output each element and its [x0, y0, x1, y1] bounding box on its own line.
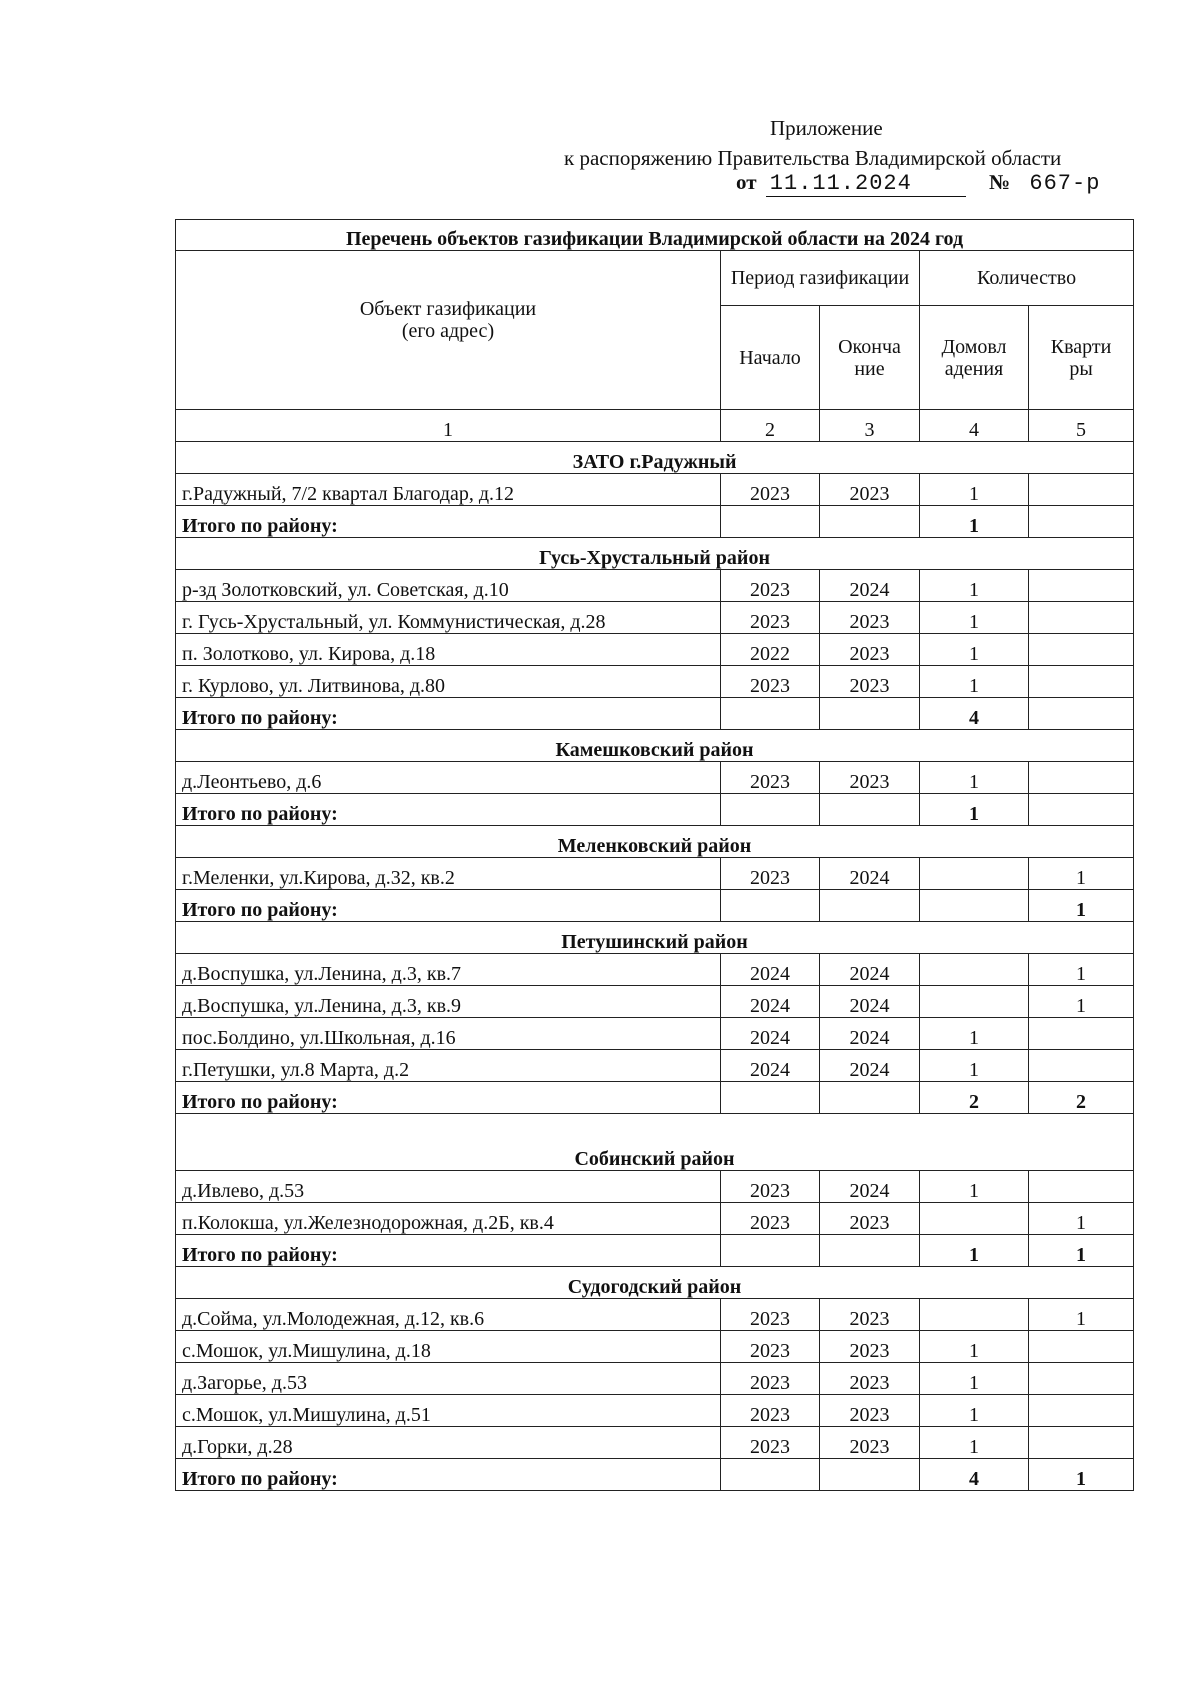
date-prefix: от	[736, 170, 757, 194]
total-end	[820, 698, 920, 730]
total-end	[820, 1082, 920, 1114]
end-year: 2023	[820, 1203, 920, 1235]
end-year: 2024	[820, 1171, 920, 1203]
start-year: 2023	[721, 602, 820, 634]
apartments-count	[1029, 602, 1134, 634]
total-start	[721, 890, 820, 922]
total-households	[920, 890, 1029, 922]
district-total-row	[176, 506, 1134, 538]
object-address: д.Горки, д.28	[176, 1427, 721, 1459]
apartments-count	[1029, 474, 1134, 506]
col-quantity-header: Количество	[920, 251, 1134, 306]
households-count	[920, 1299, 1029, 1331]
col-households-header: Домовл адения	[920, 306, 1029, 410]
table-title-row	[176, 220, 1134, 251]
column-number: 2	[721, 410, 820, 442]
object-address: д.Ивлево, д.53	[176, 1171, 721, 1203]
total-label: Итого по району:	[176, 890, 721, 922]
col-object-label: Объект газификации (его адрес)	[359, 298, 537, 342]
appendix-subtitle: к распоряжению Правительства Владимирской области	[564, 146, 1062, 170]
column-number: 4	[920, 410, 1029, 442]
table-row	[176, 1018, 1134, 1050]
total-households: 2	[920, 1082, 1029, 1114]
start-year: 2023	[721, 474, 820, 506]
start-year: 2023	[721, 1331, 820, 1363]
table-row	[176, 1203, 1134, 1235]
object-address: г. Гусь-Хрустальный, ул. Коммунистическая, д.28	[176, 602, 721, 634]
district-header-row	[176, 442, 1134, 474]
households-count: 1	[920, 1331, 1029, 1363]
object-address: г.Петушки, ул.8 Марта, д.2	[176, 1050, 721, 1082]
district-total-row	[176, 890, 1134, 922]
total-apartments: 1	[1029, 890, 1134, 922]
end-year: 2024	[820, 570, 920, 602]
total-label: Итого по району:	[176, 1082, 721, 1114]
households-count: 1	[920, 570, 1029, 602]
start-year: 2023	[721, 1171, 820, 1203]
households-count: 1	[920, 1363, 1029, 1395]
total-start	[721, 506, 820, 538]
households-count: 1	[920, 1427, 1029, 1459]
district-name: ЗАТО г.Радужный	[176, 442, 1134, 474]
district-header-row	[176, 1114, 1134, 1171]
district-name: Собинский район	[176, 1114, 1134, 1171]
table-row	[176, 986, 1134, 1018]
total-households: 4	[920, 698, 1029, 730]
start-year: 2023	[721, 858, 820, 890]
end-year: 2023	[820, 666, 920, 698]
table-title: Перечень объектов газификации Владимирской области на 2024 год	[176, 220, 1134, 251]
col-apartments-header: Кварти ры	[1029, 306, 1134, 410]
table-row	[176, 1171, 1134, 1203]
apartments-count	[1029, 634, 1134, 666]
total-start	[721, 1459, 820, 1491]
start-year: 2024	[721, 1050, 820, 1082]
table-row	[176, 1363, 1134, 1395]
start-year: 2023	[721, 762, 820, 794]
start-year: 2024	[721, 1018, 820, 1050]
district-header-row	[176, 1267, 1134, 1299]
start-year: 2023	[721, 570, 820, 602]
total-households: 1	[920, 1235, 1029, 1267]
col-object-header	[176, 251, 721, 410]
object-address: п.Колокша, ул.Железнодорожная, д.2Б, кв.4	[176, 1203, 721, 1235]
header-row-1	[176, 251, 1134, 306]
start-year: 2023	[721, 666, 820, 698]
object-address: д.Загорье, д.53	[176, 1363, 721, 1395]
table-row	[176, 602, 1134, 634]
start-year: 2022	[721, 634, 820, 666]
col-period-header: Период газификации	[721, 251, 920, 306]
object-address: с.Мошок, ул.Мишулина, д.18	[176, 1331, 721, 1363]
apartments-count	[1029, 1171, 1134, 1203]
households-count: 1	[920, 602, 1029, 634]
end-year: 2023	[820, 1395, 920, 1427]
apartments-count: 1	[1029, 954, 1134, 986]
district-total-row	[176, 1459, 1134, 1491]
total-start	[721, 1082, 820, 1114]
end-year: 2024	[820, 954, 920, 986]
total-apartments	[1029, 506, 1134, 538]
table-row	[176, 1050, 1134, 1082]
district-name: Камешковский район	[176, 730, 1134, 762]
start-year: 2023	[721, 1363, 820, 1395]
total-start	[721, 1235, 820, 1267]
object-address: д.Леонтьево, д.6	[176, 762, 721, 794]
apartments-count	[1029, 1018, 1134, 1050]
total-label: Итого по району:	[176, 794, 721, 826]
end-year: 2024	[820, 858, 920, 890]
district-header-row	[176, 730, 1134, 762]
object-address: п. Золотково, ул. Кирова, д.18	[176, 634, 721, 666]
total-end	[820, 794, 920, 826]
apartments-count	[1029, 1331, 1134, 1363]
total-apartments: 1	[1029, 1459, 1134, 1491]
district-header-row	[176, 538, 1134, 570]
object-address: пос.Болдино, ул.Школьная, д.16	[176, 1018, 721, 1050]
start-year: 2023	[721, 1203, 820, 1235]
table-row	[176, 858, 1134, 890]
start-year: 2023	[721, 1395, 820, 1427]
table-row	[176, 666, 1134, 698]
end-year: 2024	[820, 1050, 920, 1082]
end-year: 2023	[820, 762, 920, 794]
district-name: Меленковский район	[176, 826, 1134, 858]
table-row	[176, 1395, 1134, 1427]
households-count: 1	[920, 1050, 1029, 1082]
households-count: 1	[920, 634, 1029, 666]
col-start-header: Начало	[721, 306, 820, 410]
households-count: 1	[920, 474, 1029, 506]
district-total-row	[176, 1082, 1134, 1114]
object-address: р-зд Золотковский, ул. Советская, д.10	[176, 570, 721, 602]
column-number: 1	[176, 410, 721, 442]
district-name: Гусь-Хрустальный район	[176, 538, 1134, 570]
total-end	[820, 1459, 920, 1491]
households-count	[920, 858, 1029, 890]
total-apartments: 2	[1029, 1082, 1134, 1114]
object-address: г.Радужный, 7/2 квартал Благодар, д.12	[176, 474, 721, 506]
apartments-count	[1029, 762, 1134, 794]
apartments-count	[1029, 1050, 1134, 1082]
appendix-title: Приложение	[770, 116, 883, 140]
total-end	[820, 890, 920, 922]
document-date: 11.11.2024	[766, 171, 966, 197]
end-year: 2023	[820, 1299, 920, 1331]
total-households: 1	[920, 794, 1029, 826]
end-year: 2023	[820, 1427, 920, 1459]
total-label: Итого по району:	[176, 698, 721, 730]
households-count	[920, 986, 1029, 1018]
total-households: 1	[920, 506, 1029, 538]
apartments-count: 1	[1029, 858, 1134, 890]
column-number: 3	[820, 410, 920, 442]
district-header-row	[176, 922, 1134, 954]
apartments-count	[1029, 1395, 1134, 1427]
total-apartments	[1029, 794, 1134, 826]
apartments-count: 1	[1029, 986, 1134, 1018]
end-year: 2023	[820, 474, 920, 506]
households-count: 1	[920, 1395, 1029, 1427]
total-label: Итого по району:	[176, 506, 721, 538]
district-total-row	[176, 698, 1134, 730]
households-count: 1	[920, 1171, 1029, 1203]
object-address: д.Сойма, ул.Молодежная, д.12, кв.6	[176, 1299, 721, 1331]
start-year: 2024	[721, 986, 820, 1018]
apartments-count: 1	[1029, 1299, 1134, 1331]
table-row	[176, 1331, 1134, 1363]
total-apartments: 1	[1029, 1235, 1134, 1267]
district-header-row	[176, 826, 1134, 858]
appendix-date-row	[736, 170, 1100, 197]
table-row	[176, 570, 1134, 602]
start-year: 2024	[721, 954, 820, 986]
total-households: 4	[920, 1459, 1029, 1491]
total-end	[820, 506, 920, 538]
object-address: с.Мошок, ул.Мишулина, д.51	[176, 1395, 721, 1427]
document-number: 667-р	[1029, 171, 1101, 196]
apartments-count: 1	[1029, 1203, 1134, 1235]
table-row	[176, 762, 1134, 794]
end-year: 2023	[820, 602, 920, 634]
total-start	[721, 794, 820, 826]
district-name: Петушинский район	[176, 922, 1134, 954]
column-numbers-row	[176, 410, 1134, 442]
number-sign: №	[989, 170, 1011, 194]
total-end	[820, 1235, 920, 1267]
object-address: д.Воспушка, ул.Ленина, д.3, кв.7	[176, 954, 721, 986]
apartments-count	[1029, 570, 1134, 602]
total-start	[721, 698, 820, 730]
apartments-count	[1029, 1427, 1134, 1459]
district-total-row	[176, 794, 1134, 826]
end-year: 2024	[820, 986, 920, 1018]
apartments-count	[1029, 1363, 1134, 1395]
district-name: Судогодский район	[176, 1267, 1134, 1299]
end-year: 2023	[820, 1331, 920, 1363]
end-year: 2023	[820, 1363, 920, 1395]
col-end-header: Оконча ние	[820, 306, 920, 410]
households-count: 1	[920, 1018, 1029, 1050]
table-row	[176, 1299, 1134, 1331]
households-count	[920, 1203, 1029, 1235]
start-year: 2023	[721, 1299, 820, 1331]
households-count: 1	[920, 762, 1029, 794]
start-year: 2023	[721, 1427, 820, 1459]
object-address: г.Меленки, ул.Кирова, д.32, кв.2	[176, 858, 721, 890]
table-row	[176, 954, 1134, 986]
gasification-table	[175, 219, 1134, 1491]
total-label: Итого по району:	[176, 1235, 721, 1267]
table-row	[176, 1427, 1134, 1459]
object-address: д.Воспушка, ул.Ленина, д.3, кв.9	[176, 986, 721, 1018]
end-year: 2023	[820, 634, 920, 666]
households-count	[920, 954, 1029, 986]
total-apartments	[1029, 698, 1134, 730]
object-address: г. Курлово, ул. Литвинова, д.80	[176, 666, 721, 698]
end-year: 2024	[820, 1018, 920, 1050]
table-row	[176, 634, 1134, 666]
households-count: 1	[920, 666, 1029, 698]
table-row	[176, 474, 1134, 506]
apartments-count	[1029, 666, 1134, 698]
district-total-row	[176, 1235, 1134, 1267]
total-label: Итого по району:	[176, 1459, 721, 1491]
column-number: 5	[1029, 410, 1134, 442]
